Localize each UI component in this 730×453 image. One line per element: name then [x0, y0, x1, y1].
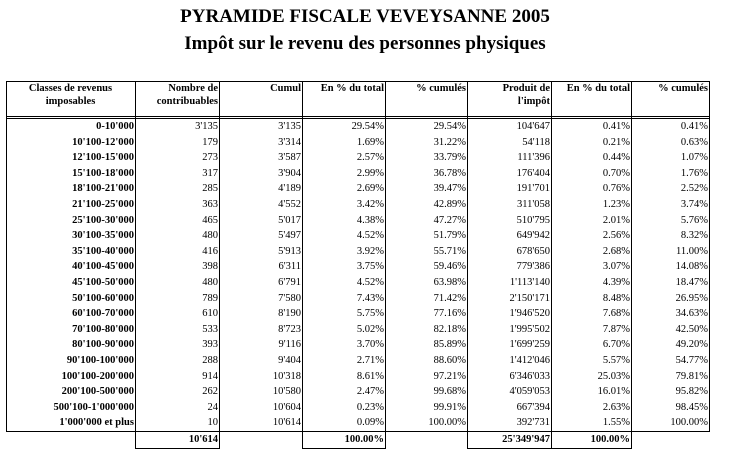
pct-cumul-cell: 42.89%: [386, 197, 468, 213]
produit-impot-cell: 510'795: [468, 213, 552, 229]
pct-total-cell: 2.99%: [303, 166, 386, 182]
header-produit-line: l'impôt: [517, 96, 550, 107]
pct-cumul-cell: 71.42%: [386, 291, 468, 307]
total-impot-pct: 100.00%: [552, 431, 632, 448]
income-class-cell: 90'100-100'000: [7, 353, 136, 369]
pct-total-cell: 4.52%: [303, 228, 386, 244]
header-classes-line: Classes de revenus: [28, 83, 113, 94]
impot-pct-total-cell: 7.87%: [552, 322, 632, 338]
impot-pct-cumul-cell: 11.00%: [632, 244, 710, 260]
income-class-cell: 12'100-15'000: [7, 150, 136, 166]
contribuables-cell: 262: [136, 384, 220, 400]
pct-cumul-cell: 88.60%: [386, 353, 468, 369]
impot-pct-cumul-cell: 0.63%: [632, 135, 710, 151]
cumul-cell: 5'497: [220, 228, 303, 244]
cumul-cell: 6'311: [220, 259, 303, 275]
produit-impot-cell: 779'386: [468, 259, 552, 275]
produit-impot-cell: 1'113'140: [468, 275, 552, 291]
impot-pct-cumul-cell: 34.63%: [632, 306, 710, 322]
contribuables-cell: 3'135: [136, 119, 220, 135]
income-class-cell: 45'100-50'000: [7, 275, 136, 291]
pct-total-cell: 8.61%: [303, 369, 386, 385]
produit-impot-cell: 649'942: [468, 228, 552, 244]
tax-pyramid-table: [6, 81, 710, 449]
pct-cumul-cell: 82.18%: [386, 322, 468, 338]
impot-pct-cumul-cell: 42.50%: [632, 322, 710, 338]
produit-impot-cell: 2'150'171: [468, 291, 552, 307]
page-title: PYRAMIDE FISCALE VEVEYSANNE 2005: [180, 6, 550, 27]
pct-cumul-cell: 29.54%: [386, 119, 468, 135]
impot-pct-cumul-cell: 95.82%: [632, 384, 710, 400]
table-row: [7, 213, 710, 229]
cumul-cell: 6'791: [220, 275, 303, 291]
contribuables-cell: 914: [136, 369, 220, 385]
pct-total-cell: 3.42%: [303, 197, 386, 213]
impot-pct-total-cell: 0.41%: [552, 119, 632, 135]
produit-impot-cell: 176'404: [468, 166, 552, 182]
pct-cumul-cell: 51.79%: [386, 228, 468, 244]
table-row: [7, 369, 710, 385]
pct-total-cell: 5.75%: [303, 306, 386, 322]
table-row: [7, 119, 710, 135]
produit-impot-cell: 1'412'046: [468, 353, 552, 369]
contribuables-cell: 533: [136, 322, 220, 338]
page-subtitle: Impôt sur le revenu des personnes physiques: [184, 33, 546, 54]
impot-pct-total-cell: 0.70%: [552, 166, 632, 182]
cumul-cell: 3'904: [220, 166, 303, 182]
total-contribuables: 10'614: [136, 431, 220, 448]
contribuables-cell: 610: [136, 306, 220, 322]
contribuables-cell: 393: [136, 337, 220, 353]
pct-total-cell: 4.38%: [303, 213, 386, 229]
pct-total-cell: 2.47%: [303, 384, 386, 400]
table-row: [7, 259, 710, 275]
cumul-cell: 3'135: [220, 119, 303, 135]
pct-cumul-cell: 99.68%: [386, 384, 468, 400]
impot-pct-total-cell: 2.01%: [552, 213, 632, 229]
header-nombre: [136, 82, 220, 117]
header-cumul-line: Cumul: [270, 83, 301, 94]
header-pct-cumul: [386, 82, 468, 117]
pct-cumul-cell: 36.78%: [386, 166, 468, 182]
header-impot-pct-total-line: En % du total: [566, 83, 630, 94]
income-class-cell: 0-10'000: [7, 119, 136, 135]
header-classes: [7, 82, 136, 117]
impot-pct-total-cell: 1.55%: [552, 415, 632, 431]
income-class-cell: 30'100-35'000: [7, 228, 136, 244]
produit-impot-cell: 1'995'502: [468, 322, 552, 338]
contribuables-cell: 288: [136, 353, 220, 369]
cumul-cell: 3'587: [220, 150, 303, 166]
pct-cumul-cell: 63.98%: [386, 275, 468, 291]
produit-impot-cell: 1'699'259: [468, 337, 552, 353]
pct-cumul-cell: 59.46%: [386, 259, 468, 275]
impot-pct-total-cell: 4.39%: [552, 275, 632, 291]
table-row: [7, 244, 710, 260]
income-class-cell: 10'100-12'000: [7, 135, 136, 151]
impot-pct-total-cell: 16.01%: [552, 384, 632, 400]
income-class-cell: 50'100-60'000: [7, 291, 136, 307]
pct-total-cell: 29.54%: [303, 119, 386, 135]
cumul-cell: 7'580: [220, 291, 303, 307]
header-impot-pct-total: [552, 82, 632, 117]
cumul-cell: 4'552: [220, 197, 303, 213]
table-row: [7, 337, 710, 353]
impot-pct-total-cell: 7.68%: [552, 306, 632, 322]
income-class-cell: 35'100-40'000: [7, 244, 136, 260]
impot-pct-total-cell: 2.63%: [552, 400, 632, 416]
contribuables-cell: 285: [136, 181, 220, 197]
total-contribuables-pct: 100.00%: [303, 431, 386, 448]
pct-cumul-cell: 99.91%: [386, 400, 468, 416]
produit-impot-cell: 111'396: [468, 150, 552, 166]
impot-pct-total-cell: 0.44%: [552, 150, 632, 166]
pct-total-cell: 5.02%: [303, 322, 386, 338]
impot-pct-cumul-cell: 26.95%: [632, 291, 710, 307]
income-class-cell: 1'000'000 et plus: [7, 415, 136, 431]
produit-impot-cell: 392'731: [468, 415, 552, 431]
produit-impot-cell: 191'701: [468, 181, 552, 197]
pct-total-cell: 7.43%: [303, 291, 386, 307]
impot-pct-total-cell: 2.56%: [552, 228, 632, 244]
cumul-cell: 10'604: [220, 400, 303, 416]
contribuables-cell: 398: [136, 259, 220, 275]
impot-pct-cumul-cell: 98.45%: [632, 400, 710, 416]
impot-pct-total-cell: 8.48%: [552, 291, 632, 307]
impot-pct-cumul-cell: 2.52%: [632, 181, 710, 197]
contribuables-cell: 480: [136, 275, 220, 291]
contribuables-cell: 24: [136, 400, 220, 416]
contribuables-cell: 179: [136, 135, 220, 151]
pct-total-cell: 0.23%: [303, 400, 386, 416]
pct-cumul-cell: 47.27%: [386, 213, 468, 229]
income-class-cell: 80'100-90'000: [7, 337, 136, 353]
income-class-cell: 18'100-21'000: [7, 181, 136, 197]
table-row: [7, 415, 710, 431]
table-header-row: [7, 82, 710, 117]
cumul-cell: 10'614: [220, 415, 303, 431]
produit-impot-cell: 667'394: [468, 400, 552, 416]
income-class-cell: 500'100-1'000'000: [7, 400, 136, 416]
pct-total-cell: 4.52%: [303, 275, 386, 291]
cumul-cell: 8'723: [220, 322, 303, 338]
contribuables-cell: 416: [136, 244, 220, 260]
pct-total-cell: 3.75%: [303, 259, 386, 275]
cumul-cell: 10'318: [220, 369, 303, 385]
impot-pct-cumul-cell: 0.41%: [632, 119, 710, 135]
income-class-cell: 100'100-200'000: [7, 369, 136, 385]
produit-impot-cell: 54'118: [468, 135, 552, 151]
impot-pct-total-cell: 5.57%: [552, 353, 632, 369]
pct-total-cell: 3.92%: [303, 244, 386, 260]
contribuables-cell: 789: [136, 291, 220, 307]
produit-impot-cell: 6'346'033: [468, 369, 552, 385]
pct-total-cell: 1.69%: [303, 135, 386, 151]
impot-pct-cumul-cell: 49.20%: [632, 337, 710, 353]
impot-pct-cumul-cell: 3.74%: [632, 197, 710, 213]
impot-pct-total-cell: 3.07%: [552, 259, 632, 275]
table-row: [7, 322, 710, 338]
pct-cumul-cell: 100.00%: [386, 415, 468, 431]
cumul-cell: 5'913: [220, 244, 303, 260]
table-row: [7, 291, 710, 307]
pct-cumul-cell: 33.79%: [386, 150, 468, 166]
pct-total-cell: 2.57%: [303, 150, 386, 166]
header-produit-line: Produit de: [502, 83, 550, 94]
cumul-cell: 3'314: [220, 135, 303, 151]
income-class-cell: 200'100-500'000: [7, 384, 136, 400]
pct-cumul-cell: 39.47%: [386, 181, 468, 197]
impot-pct-cumul-cell: 79.81%: [632, 369, 710, 385]
totals-row: [7, 431, 710, 448]
income-class-cell: 60'100-70'000: [7, 306, 136, 322]
header-pct-total: [303, 82, 386, 117]
table-row: [7, 135, 710, 151]
header-impot-pct-cumul-line: % cumulés: [658, 83, 708, 94]
impot-pct-cumul-cell: 8.32%: [632, 228, 710, 244]
header-impot-pct-cumul: [632, 82, 710, 117]
contribuables-cell: 273: [136, 150, 220, 166]
impot-pct-total-cell: 2.68%: [552, 244, 632, 260]
pct-cumul-cell: 55.71%: [386, 244, 468, 260]
impot-pct-cumul-cell: 18.47%: [632, 275, 710, 291]
contribuables-cell: 10: [136, 415, 220, 431]
cumul-cell: 10'580: [220, 384, 303, 400]
header-pct-cumul-line: % cumulés: [416, 83, 466, 94]
table-row: [7, 353, 710, 369]
total-impot: 25'349'947: [468, 431, 552, 448]
impot-pct-cumul-cell: 54.77%: [632, 353, 710, 369]
table-row: [7, 181, 710, 197]
table-row: [7, 384, 710, 400]
table-row: [7, 306, 710, 322]
impot-pct-cumul-cell: 1.76%: [632, 166, 710, 182]
impot-pct-total-cell: 6.70%: [552, 337, 632, 353]
table-row: [7, 400, 710, 416]
header-nombre-line: contribuables: [156, 96, 218, 107]
impot-pct-cumul-cell: 5.76%: [632, 213, 710, 229]
table-row: [7, 228, 710, 244]
income-class-cell: 21'100-25'000: [7, 197, 136, 213]
pct-cumul-cell: 77.16%: [386, 306, 468, 322]
impot-pct-total-cell: 1.23%: [552, 197, 632, 213]
pct-cumul-cell: 85.89%: [386, 337, 468, 353]
cumul-cell: 4'189: [220, 181, 303, 197]
impot-pct-total-cell: 0.76%: [552, 181, 632, 197]
produit-impot-cell: 311'058: [468, 197, 552, 213]
impot-pct-cumul-cell: 14.08%: [632, 259, 710, 275]
cumul-cell: 8'190: [220, 306, 303, 322]
cumul-cell: 9'116: [220, 337, 303, 353]
header-classes-line: imposables: [45, 96, 96, 107]
pct-total-cell: 2.71%: [303, 353, 386, 369]
impot-pct-total-cell: 0.21%: [552, 135, 632, 151]
income-class-cell: 70'100-80'000: [7, 322, 136, 338]
income-class-cell: 25'100-30'000: [7, 213, 136, 229]
header-nombre-line: Nombre de: [168, 83, 218, 94]
produit-impot-cell: 4'059'053: [468, 384, 552, 400]
impot-pct-cumul-cell: 100.00%: [632, 415, 710, 431]
pct-cumul-cell: 97.21%: [386, 369, 468, 385]
produit-impot-cell: 678'650: [468, 244, 552, 260]
header-cumul: [220, 82, 303, 117]
table-row: [7, 197, 710, 213]
income-class-cell: 15'100-18'000: [7, 166, 136, 182]
cumul-cell: 9'404: [220, 353, 303, 369]
contribuables-cell: 480: [136, 228, 220, 244]
income-class-cell: 40'100-45'000: [7, 259, 136, 275]
table-row: [7, 166, 710, 182]
contribuables-cell: 465: [136, 213, 220, 229]
pct-total-cell: 3.70%: [303, 337, 386, 353]
header-pct-total-line: En % du total: [320, 83, 384, 94]
pct-cumul-cell: 31.22%: [386, 135, 468, 151]
impot-pct-cumul-cell: 1.07%: [632, 150, 710, 166]
contribuables-cell: 317: [136, 166, 220, 182]
impot-pct-total-cell: 25.03%: [552, 369, 632, 385]
produit-impot-cell: 1'946'520: [468, 306, 552, 322]
table-row: [7, 150, 710, 166]
contribuables-cell: 363: [136, 197, 220, 213]
table-row: [7, 275, 710, 291]
pct-total-cell: 2.69%: [303, 181, 386, 197]
produit-impot-cell: 104'647: [468, 119, 552, 135]
header-produit: [468, 82, 552, 117]
cumul-cell: 5'017: [220, 213, 303, 229]
pct-total-cell: 0.09%: [303, 415, 386, 431]
